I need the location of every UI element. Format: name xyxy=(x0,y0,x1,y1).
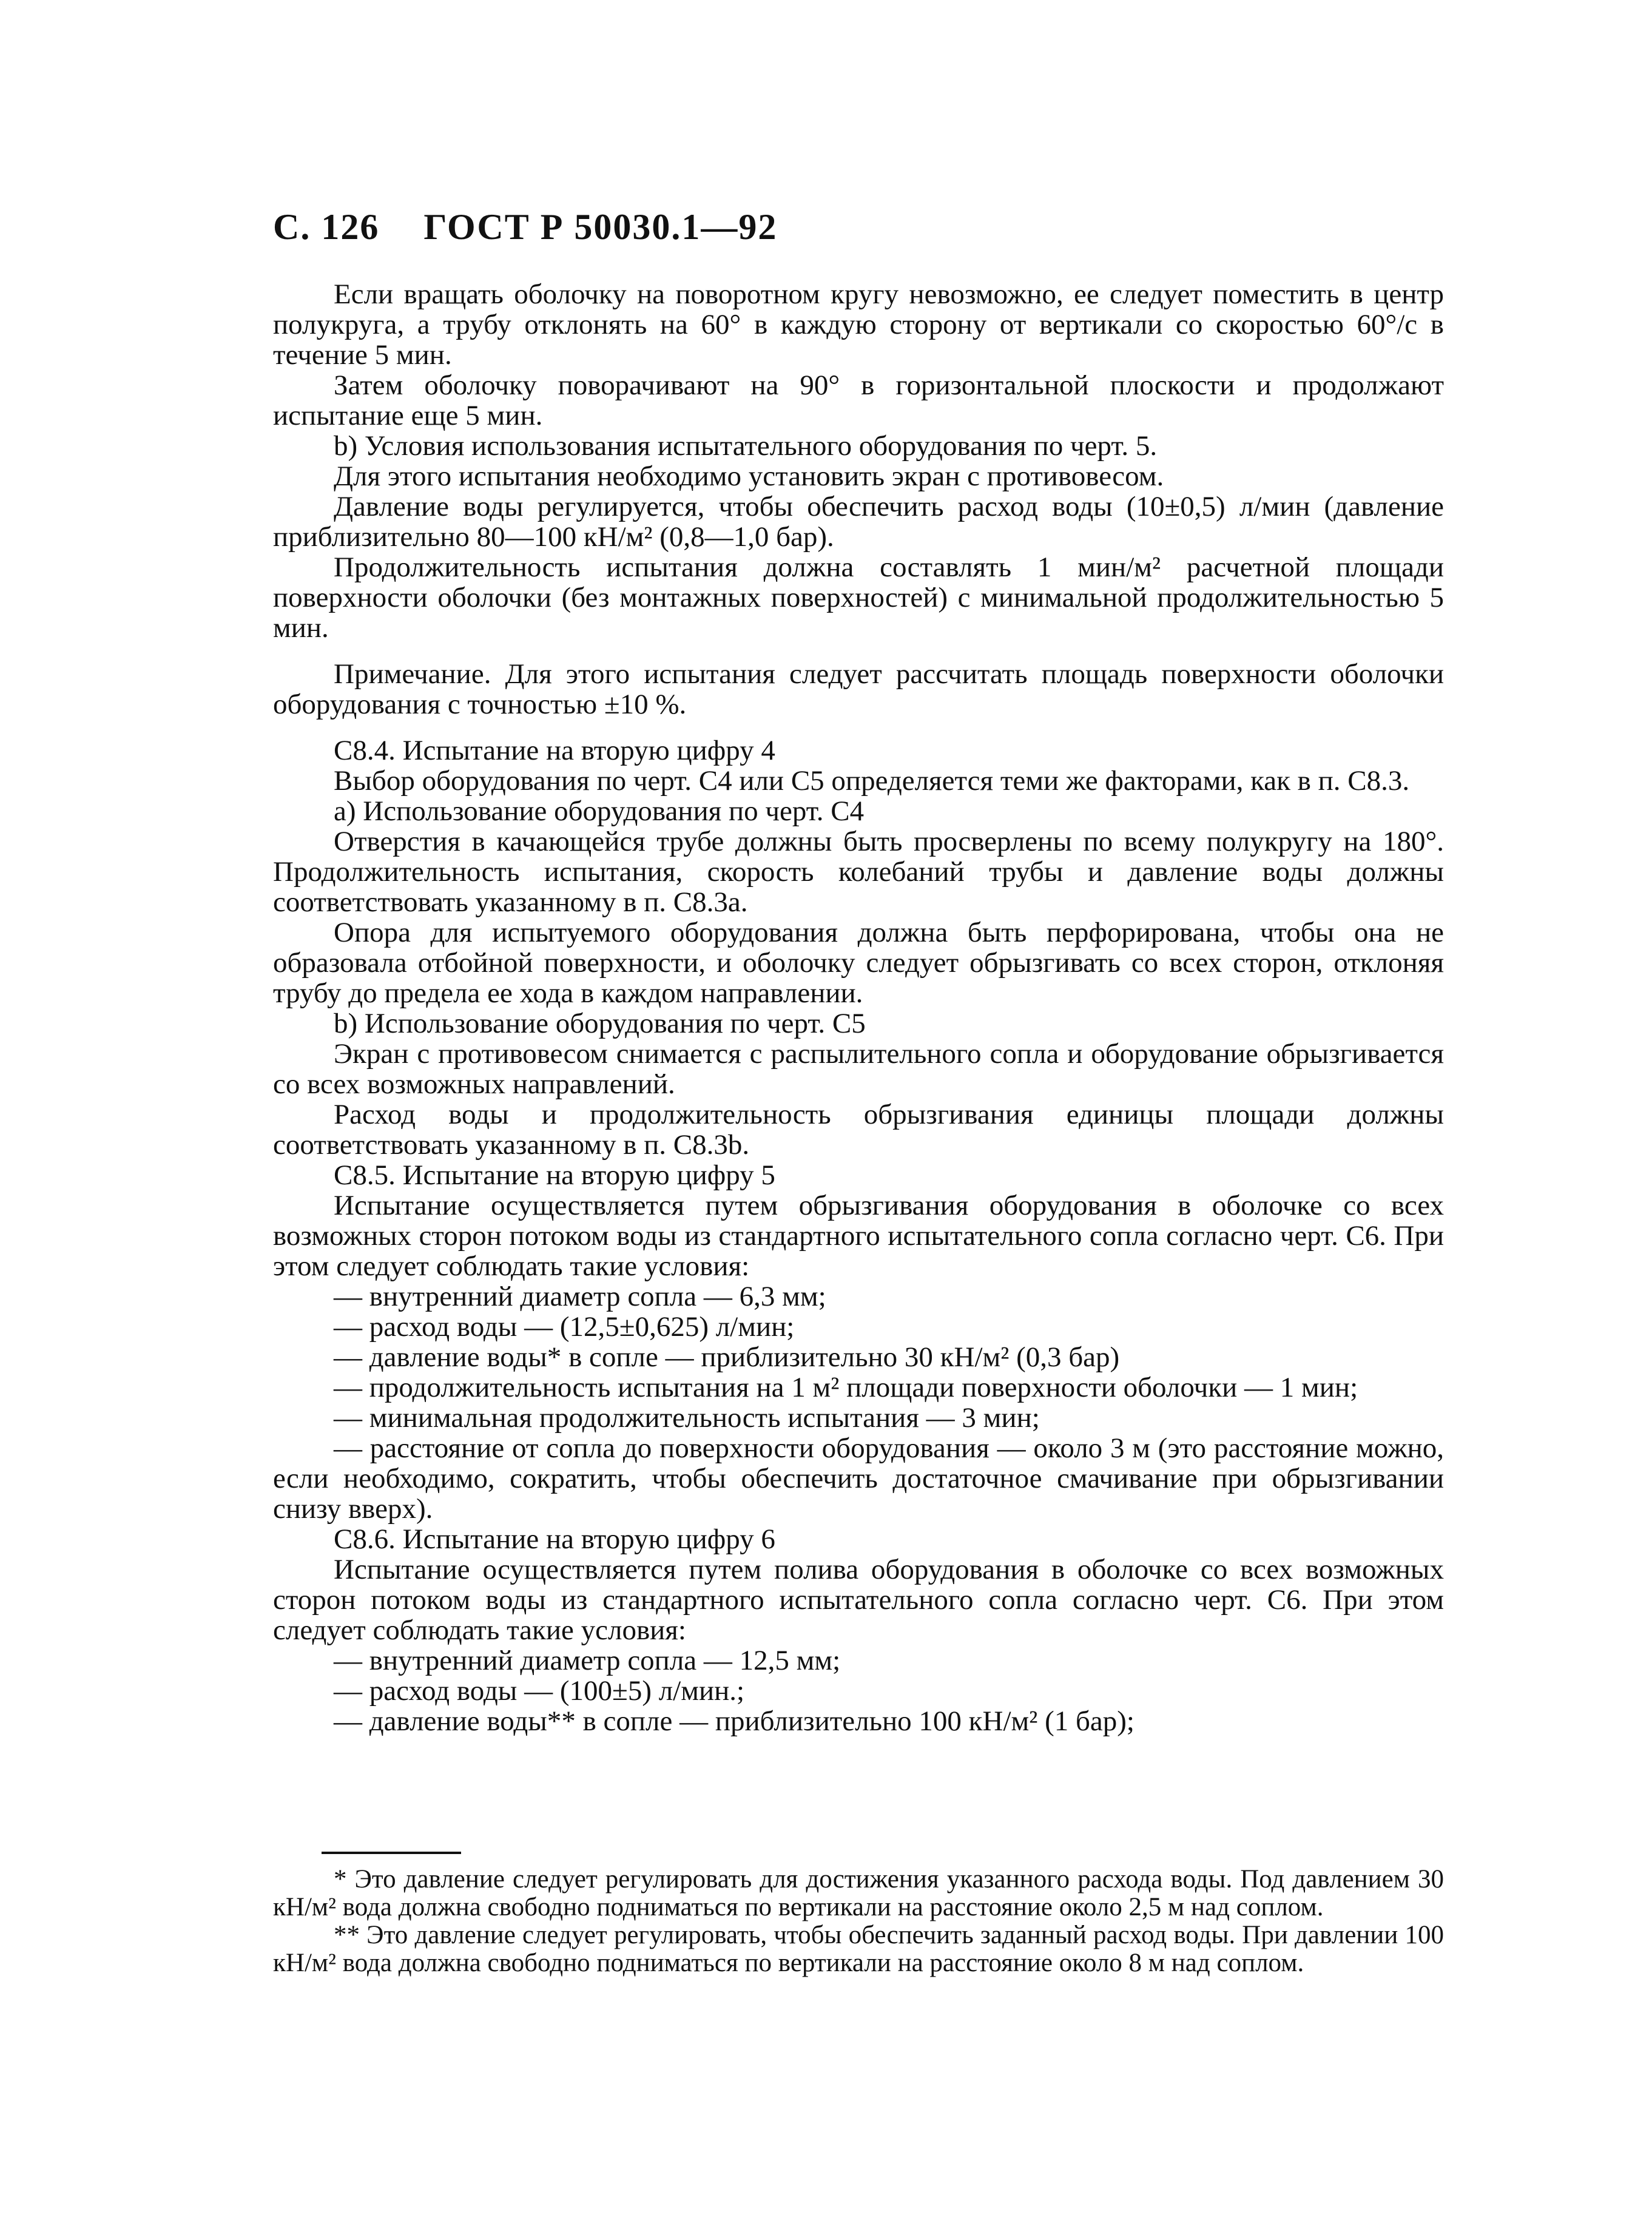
condition-item: — расход воды — (100±5) л/мин.; xyxy=(334,1675,745,1707)
condition-item: — давление воды** в сопле — приблизительно 100 кН/м² (1 бар); xyxy=(334,1705,1134,1737)
body-text xyxy=(273,279,1444,1736)
condition-item: — продолжительность испытания на 1 м² площади поверхности оболочки — 1 мин; xyxy=(334,1372,1358,1403)
paragraph: Затем оболочку поворачивают на 90° в горизонтальной плоскости и продолжают испытание еще 5 мин. xyxy=(273,369,1444,431)
paragraph: Испытание осуществляется путем обрызгивания оборудования в оболочке со всех возможных сторон потоком воды из стандартного испытательного сопла согласно черт. С6. При этом следует соблюдать такие условия: xyxy=(273,1190,1444,1282)
footnotes xyxy=(273,1866,1444,1977)
condition-item: — давление воды* в сопле — приблизительно 30 кН/м² (0,3 бар) xyxy=(334,1341,1120,1373)
paragraph: Для этого испытания необходимо установить экран с противовесом. xyxy=(334,460,1164,492)
footnote: * Это давление следует регулировать для достижения указанного расхода воды. Под давлением 30 кН/м² вода должна свободно подниматься по вертикали на расстояние около 2,5 м над соплом. xyxy=(273,1865,1444,1921)
list-item-b: b) Условия использования испытательного оборудования по черт. 5. xyxy=(334,430,1158,462)
paragraph: Давление воды регулируется, чтобы обеспечить расход воды (10±0,5) л/мин (давление приблизительно 80—100 кН/м² (0,8—1,0 бар). xyxy=(273,491,1444,553)
paragraph: Отверстия в качающейся трубе должны быть просверлены по всему полукругу на 180°. Продолжительность испытания, скорость колебаний трубы и давление воды должны соответствовать указанному в п. С8.3а. xyxy=(273,826,1444,918)
section-heading-c8-5: С8.5. Испытание на вторую цифру 5 xyxy=(334,1159,775,1191)
paragraph: Расход воды и продолжительность обрызгивания единицы площади должны соответствовать указанному в п. С8.3b. xyxy=(273,1099,1444,1161)
section-heading-c8-4: С8.4. Испытание на вторую цифру 4 xyxy=(334,735,775,766)
paragraph: Выбор оборудования по черт. С4 или С5 определяется теми же факторами, как в п. С8.3. xyxy=(334,765,1410,797)
standard-number: ГОСТ Р 50030.1—92 xyxy=(423,207,778,247)
condition-item: — минимальная продолжительность испытания — 3 мин; xyxy=(334,1402,1040,1434)
paragraph: Продолжительность испытания должна составлять 1 мин/м² расчетной площади поверхности оболочки (без монтажных поверхностей) с минимальной продолжительностью 5 мин. xyxy=(273,551,1444,644)
footnote-divider xyxy=(322,1852,461,1854)
page-number: С. 126 xyxy=(273,207,380,247)
paragraph: Испытание осуществляется путем полива оборудования в оболочке со всех возможных сторон потоком воды из стандартного испытательного сопла согласно черт. С6. При этом следует соблюдать такие условия: xyxy=(273,1554,1444,1646)
page-header xyxy=(273,206,777,248)
section-heading-c8-6: С8.6. Испытание на вторую цифру 6 xyxy=(334,1523,775,1555)
list-item-a: а) Использование оборудования по черт. С4 xyxy=(334,795,865,827)
footnote: ** Это давление следует регулировать, чтобы обеспечить заданный расход воды. При давлении 100 кН/м² вода должна свободно подниматься по вертикали на расстояние около 8 м над соплом. xyxy=(273,1921,1444,1977)
note: Примечание. Для этого испытания следует рассчитать площадь поверхности оболочки оборудования с точностью ±10 %. xyxy=(273,658,1444,720)
condition-item: — внутренний диаметр сопла — 12,5 мм; xyxy=(334,1645,841,1676)
paragraph: Экран с противовесом снимается с распылительного сопла и оборудование обрызгивается со всех возможных направлений. xyxy=(273,1038,1444,1100)
paragraph: Если вращать оболочку на поворотном кругу невозможно, ее следует поместить в центр полукруга, а трубу отклонять на 60° в каждую сторону от вертикали со скоростью 60°/с в течение 5 мин. xyxy=(273,278,1444,371)
list-item-b: b) Использование оборудования по черт. С5 xyxy=(334,1008,866,1039)
condition-item: — расстояние от сопла до поверхности оборудования — около 3 м (это расстояние можно, если необходимо, сократить, чтобы обеспечить достаточное смачивание при обрызгивании снизу вверх). xyxy=(273,1432,1444,1525)
paragraph: Опора для испытуемого оборудования должна быть перфорирована, чтобы она не образовала отбойной поверхности, и оболочку следует обрызгивать со всех сторон, отклоняя трубу до предела ее хода в каждом направлении. xyxy=(273,917,1444,1009)
condition-item: — внутренний диаметр сопла — 6,3 мм; xyxy=(334,1281,826,1312)
condition-item: — расход воды — (12,5±0,625) л/мин; xyxy=(334,1311,795,1343)
